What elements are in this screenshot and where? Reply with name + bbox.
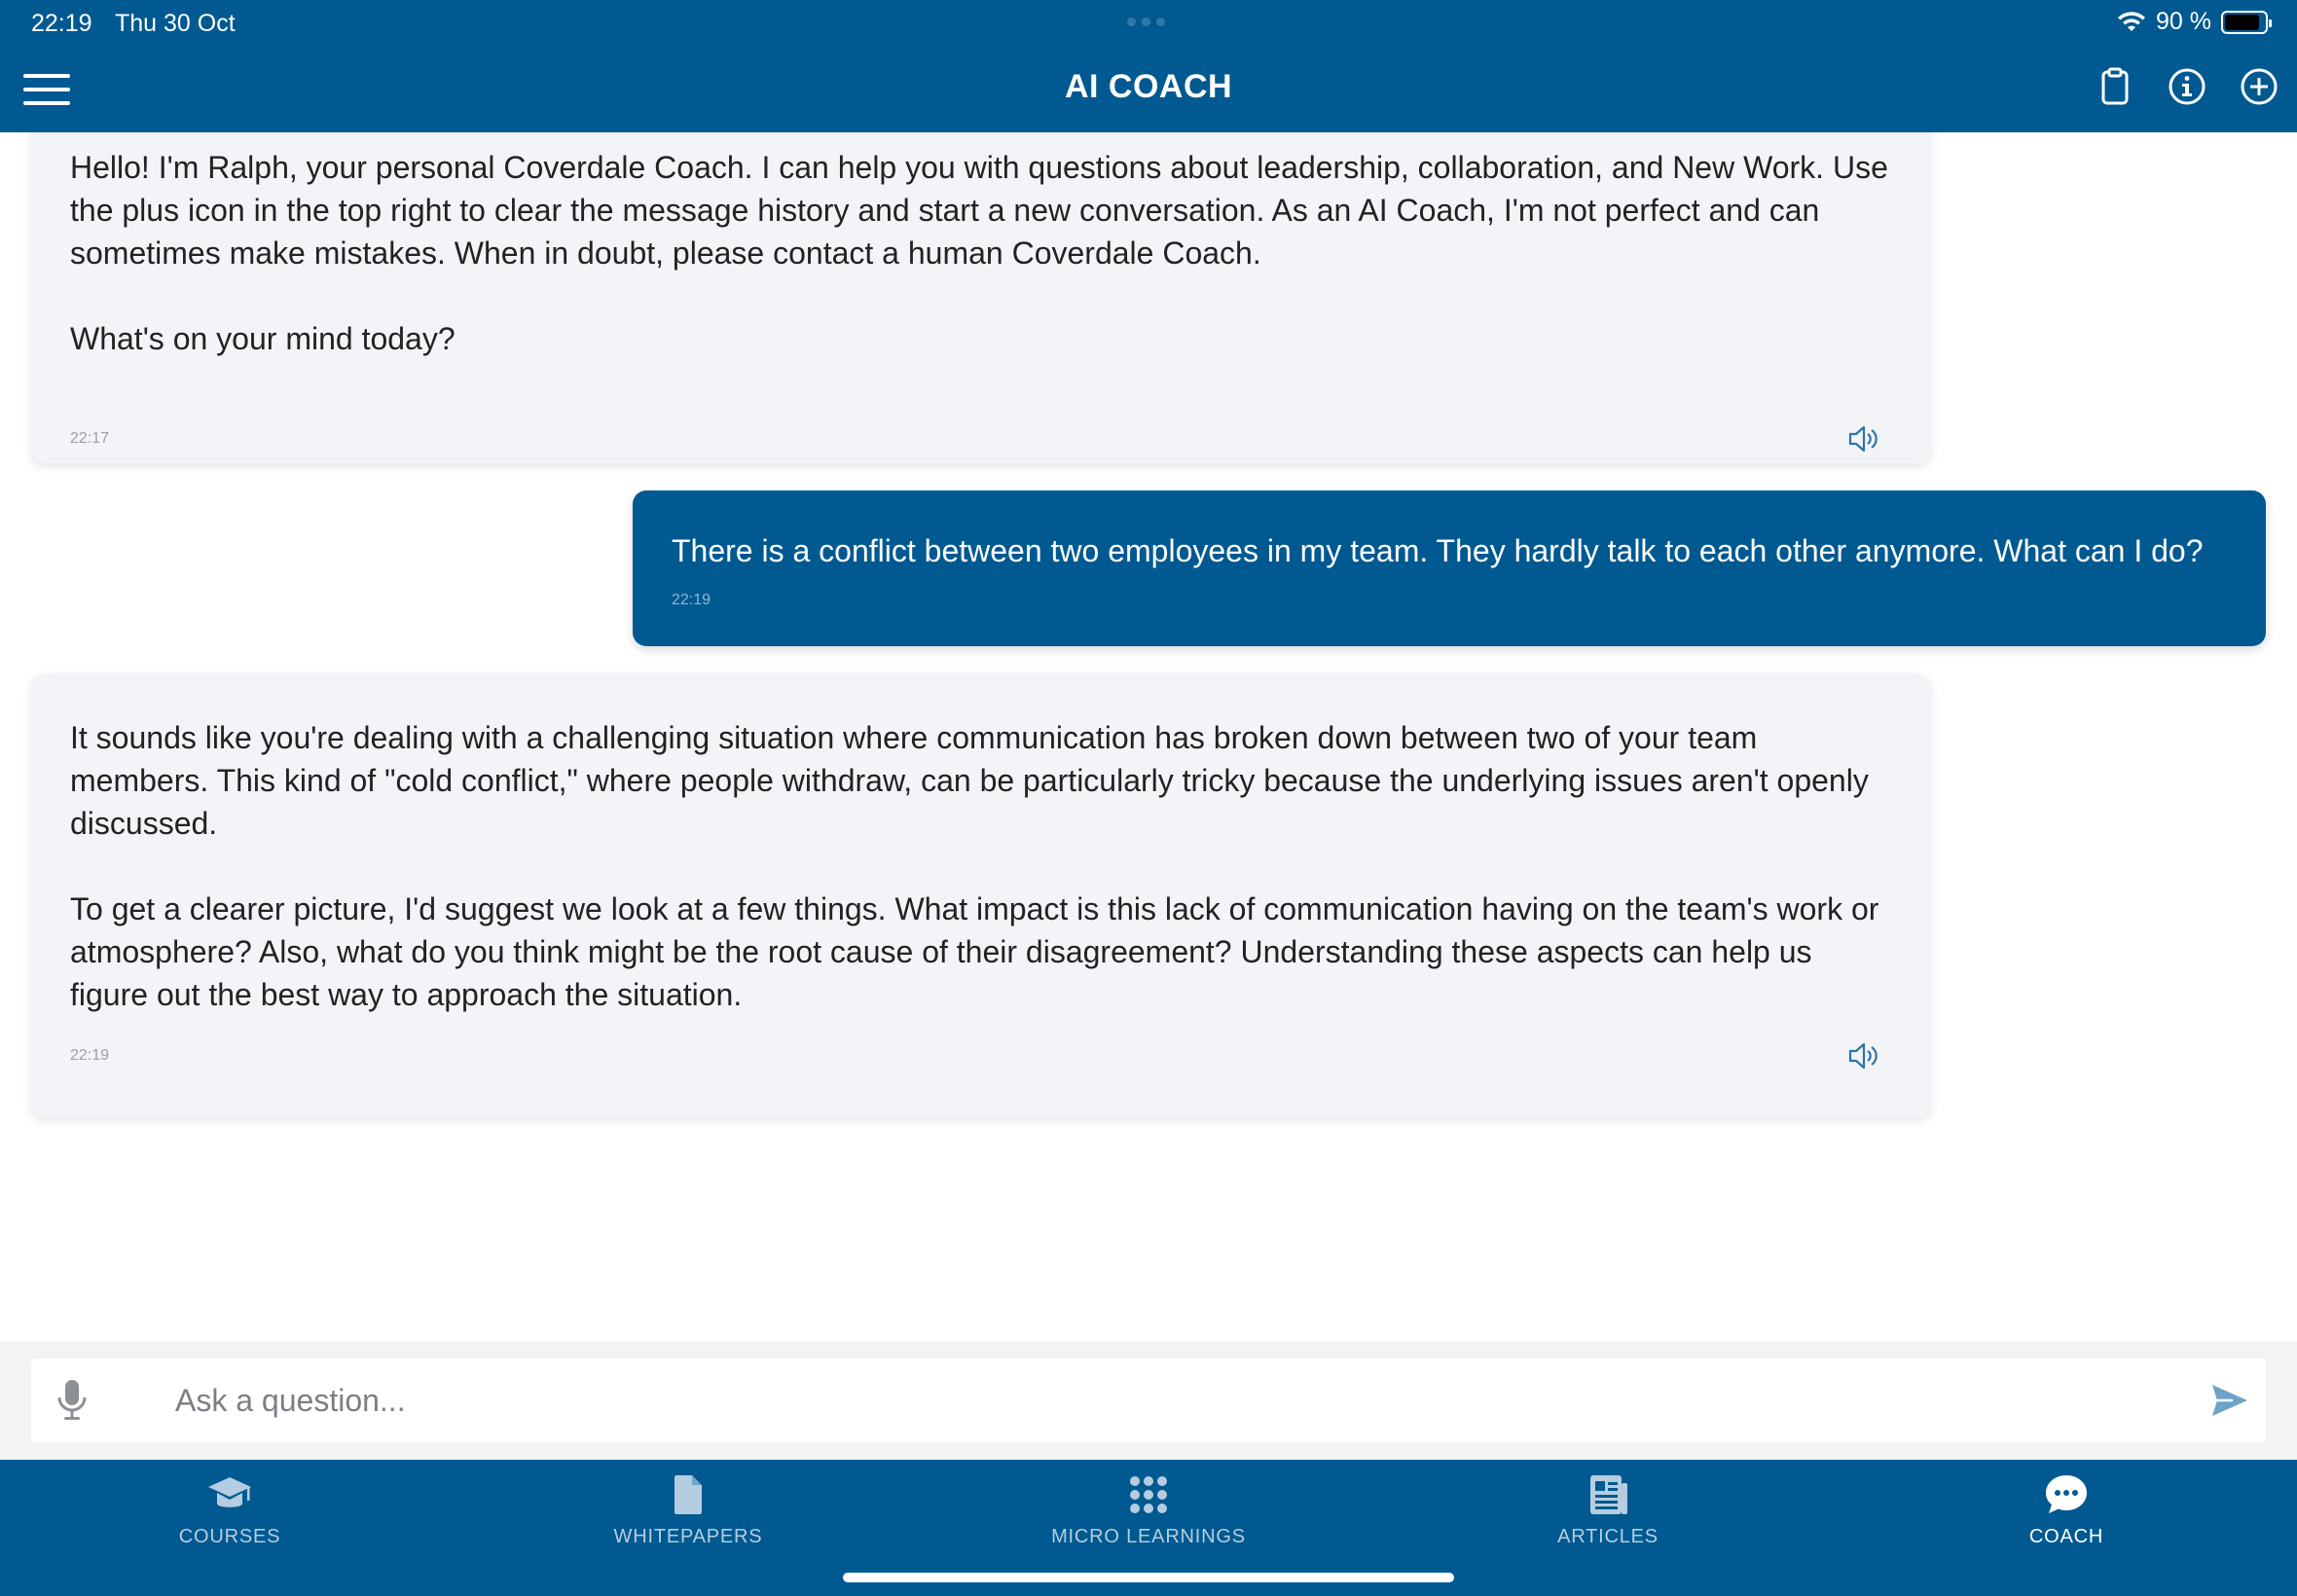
composer bbox=[0, 1341, 2297, 1460]
status-date: Thu 30 Oct bbox=[115, 10, 236, 37]
status-indicators bbox=[2117, 8, 2268, 36]
assistant-message-text: It sounds like you're dealing with a challenging situation where communication has broken down between two of your team members. This kind of "cold conflict," where people withdraw, can be particularly tricky because the underlying issues aren't openly discussed. To get a clearer picture, I'd suggest we look at a few things. What impact is this lack of communication having on the team's work or atmosphere? Also, what do you think might be the root cause of their disagreement? Understanding these aspects can help us figure out the best way to approach the situation. bbox=[70, 720, 1879, 1012]
speaker-icon[interactable] bbox=[1847, 424, 1882, 453]
graduation-cap-icon bbox=[206, 1473, 253, 1516]
assistant-message bbox=[31, 132, 1931, 463]
message-timestamp: 22:17 bbox=[70, 430, 110, 447]
assistant-message-text: Hello! I'm Ralph, your personal Coverdale Coach. I can help you with questions about leadership, collaboration, and New Work. Use the plus icon in the top right to clear the message history and start a new conversation. As an AI Coach, I'm not perfect and can sometimes make mistakes. When in doubt, please contact a human Coverdale Coach. What's on your mind today? bbox=[70, 150, 1888, 356]
input-bar bbox=[31, 1359, 2266, 1442]
chat-bubble-icon bbox=[2043, 1473, 2090, 1516]
ask-question-input[interactable] bbox=[175, 1372, 2122, 1429]
info-icon[interactable] bbox=[2167, 66, 2207, 107]
nav-whitepapers[interactable] bbox=[542, 1473, 834, 1561]
multitasking-dots[interactable] bbox=[1127, 18, 1165, 26]
message-timestamp: 22:19 bbox=[70, 1047, 110, 1064]
nav-label: COACH bbox=[2028, 1526, 2104, 1547]
newspaper-icon bbox=[1585, 1473, 1631, 1516]
nav-courses[interactable] bbox=[84, 1473, 376, 1561]
nav-label: ARTICLES bbox=[1557, 1526, 1659, 1547]
chat-area[interactable] bbox=[0, 132, 2297, 1339]
speaker-icon[interactable] bbox=[1847, 1041, 1882, 1070]
clipboard-icon[interactable] bbox=[2095, 66, 2135, 107]
home-indicator[interactable] bbox=[843, 1573, 1454, 1582]
header-actions bbox=[2095, 66, 2279, 107]
grid-dots-icon bbox=[1125, 1473, 1172, 1516]
user-message-text: There is a conflict between two employees in my team. They hardly talk to each other anymore. What can I do? bbox=[672, 533, 2204, 568]
nav-articles[interactable] bbox=[1462, 1473, 1754, 1561]
status-time: 22:19 bbox=[31, 10, 92, 37]
nav-label: WHITEPAPERS bbox=[613, 1526, 763, 1547]
nav-label: COURSES bbox=[178, 1526, 281, 1547]
plus-circle-icon[interactable] bbox=[2239, 66, 2279, 107]
battery-percent: 90 % bbox=[2156, 8, 2211, 35]
nav-micro-learnings[interactable] bbox=[1003, 1473, 1294, 1561]
wifi-icon bbox=[2117, 11, 2146, 34]
microphone-icon[interactable] bbox=[55, 1378, 90, 1423]
assistant-message bbox=[31, 673, 1931, 1117]
top-bar bbox=[0, 0, 2297, 132]
battery-icon bbox=[2221, 11, 2268, 34]
nav-label: MICRO LEARNINGS bbox=[1051, 1526, 1246, 1547]
page-title: AI COACH bbox=[1064, 68, 1233, 105]
user-message bbox=[633, 490, 2266, 646]
document-icon bbox=[665, 1473, 711, 1516]
send-icon[interactable] bbox=[2209, 1380, 2250, 1421]
message-timestamp: 22:19 bbox=[672, 592, 711, 608]
nav-coach[interactable] bbox=[1920, 1473, 2212, 1561]
